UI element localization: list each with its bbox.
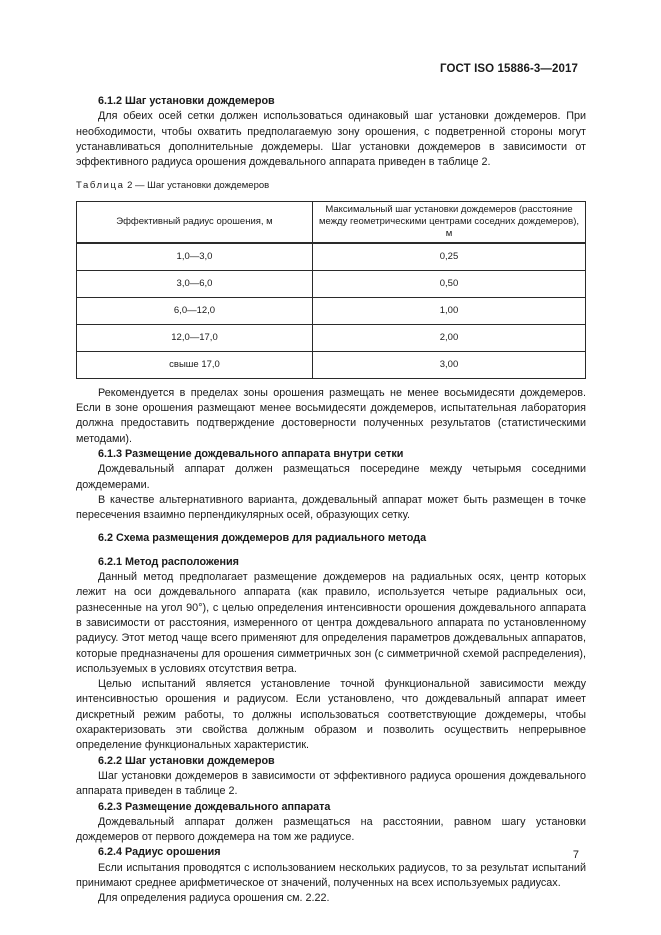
- heading-6-2: 6.2 Схема размещения дождемеров для радиального метода: [98, 532, 427, 545]
- table-header-row: [77, 201, 586, 243]
- document-id: ГОСТ ISO 15886-3—2017: [440, 63, 578, 75]
- cell-radius: свыше 17,0: [77, 351, 313, 378]
- table-row: [77, 243, 586, 271]
- table-caption: [76, 178, 586, 193]
- column-header-radius: Эффективный радиус орошения, м: [77, 201, 313, 243]
- paragraph-6-2-1-a: Данный метод предполагает размещение дождемеров на радиальных осях, центр которых лежит на оси дождевального аппарата (как правило, используется четыре радиальных оси, разнесенные на угол 90°), с целью определения интенсивности орошения дождевального аппарата в зависимости от расстояния, измеренного от центра дождевального аппарата по установленному радиусу. Этот метод чаще всего применяют для определения параметров дождевальных аппаратов, которые предназначены для орошения симметричных зон (с симметричной схемой распределения), используемых в условиях отсутствия ветра.: [76, 571, 586, 675]
- paragraph-gauge-count: Рекомендуется в пределах зоны орошения размещать не менее восьмидесяти дождемеров. Если в зоне орошения размещают менее восьмидесяти дождемеров, испытательная лаборатория должна предоставить подтверждение достоверности полученных результатов (статистическими методами).: [76, 386, 586, 445]
- cell-radius: 6,0—12,0: [77, 297, 313, 324]
- heading-6-2-2: 6.2.2 Шаг установки дождемеров: [98, 754, 275, 767]
- column-header-max-step: Максимальный шаг установки дождемеров (расстояние между геометрическими центрами соседних дождемеров), м: [313, 201, 586, 243]
- heading-6-1-2: 6.1.2 Шаг установки дождемеров: [98, 95, 275, 107]
- paragraph-6-2-3: Дождевальный аппарат должен размещаться на расстоянии, равном шагу установки дождемеров от первого дождемера на том же радиусе.: [76, 815, 586, 844]
- cell-step: 0,50: [313, 270, 586, 297]
- rain-gauge-spacing-table: [76, 201, 586, 379]
- heading-6-2-3: 6.2.3 Размещение дождевального аппарата: [98, 800, 331, 813]
- table-row: [77, 270, 586, 297]
- cell-radius: 1,0—3,0: [77, 243, 313, 271]
- paragraph-6-2-4-a: Если испытания проводятся с использованием нескольких радиусов, то за результат испытаний принимают среднее арифметическое от значений, полученных на всех используемых радиусах.: [76, 861, 586, 889]
- cell-radius: 12,0—17,0: [77, 324, 313, 351]
- table-caption-label: Таблица: [76, 180, 125, 192]
- paragraph-6-2-4-b: Для определения радиуса орошения см. 2.22.: [98, 892, 330, 905]
- table-caption-title: 2 — Шаг установки дождемеров: [127, 180, 270, 192]
- table-row: [77, 297, 586, 324]
- paragraph-6-1-3-b: В качестве альтернативного варианта, дождевальный аппарат может быть размещен в точке пересечения взаимно перпендикулярных осей, образующих сетку.: [76, 493, 586, 522]
- cell-radius: 3,0—6,0: [77, 270, 313, 297]
- heading-6-2-4: 6.2.4 Радиус орошения: [98, 846, 221, 859]
- cell-step: 0,25: [313, 243, 586, 271]
- heading-6-1-3: 6.1.3 Размещение дождевального аппарата внутри сетки: [98, 447, 404, 460]
- cell-step: 3,00: [313, 351, 586, 378]
- table-row: [77, 324, 586, 351]
- paragraph-6-2-2: Шаг установки дождемеров в зависимости от эффективного радиуса орошения дождевального аппарата приведен в таблице 2.: [76, 769, 586, 798]
- page-number: 7: [572, 849, 579, 861]
- cell-step: 2,00: [313, 324, 586, 351]
- table-row: [77, 351, 586, 378]
- heading-6-2-1: 6.2.1 Метод расположения: [98, 555, 239, 568]
- cell-step: 1,00: [313, 297, 586, 324]
- page-body: [76, 94, 586, 907]
- paragraph-6-1-2: Для обеих осей сетки должен использоваться одинаковый шаг установки дождемеров. При необходимости, чтобы охватить предполагаемую зону орошения, с подветренной стороны могут устанавливаться дополнительные дождемеры. Шаг установки дождемеров в зависимости от эффективного радиуса орошения дождевального аппарата приведен в таблице 2.: [76, 110, 586, 169]
- paragraph-6-1-3-a: Дождевальный аппарат должен размещаться посередине между четырьмя соседними дождемерами.: [76, 463, 586, 491]
- paragraph-6-2-1-b: Целью испытаний является установление точной функциональной зависимости между интенсивностью орошения и радиусом. Если установлено, что дождевальный аппарат имеет дискретный режим работы, то должны использоваться соответствующие дождемеры, чтобы охарактеризовать эти свойства должным образом и позволить осуществить непрерывное определение функциональных характеристик.: [76, 678, 586, 752]
